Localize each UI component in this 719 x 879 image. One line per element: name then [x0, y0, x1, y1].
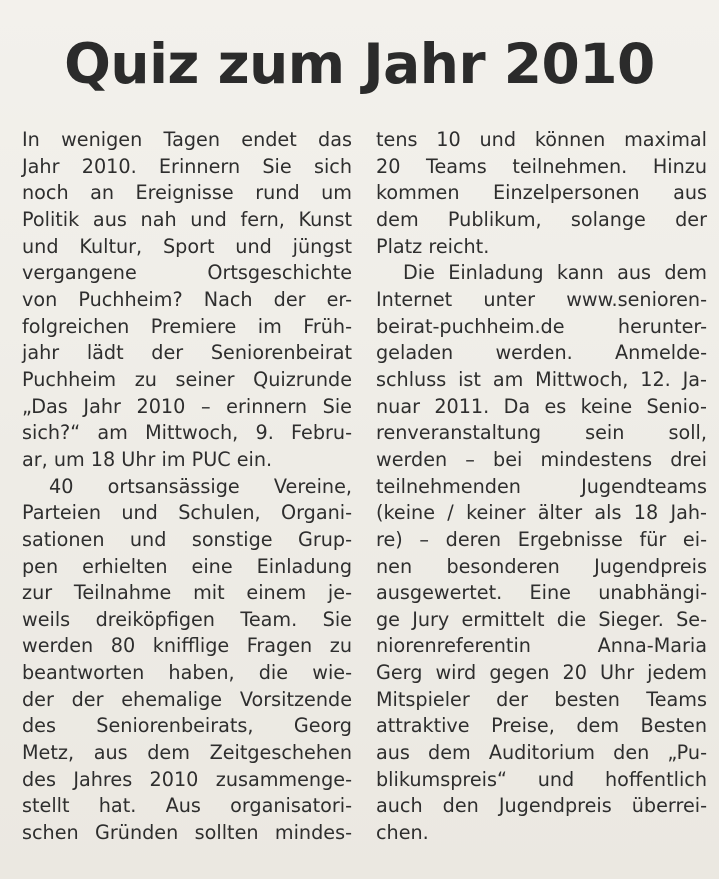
text-line: geladen werden. Anmelde- [376, 341, 707, 365]
text-line: Politik aus nah und fern, Kunst [22, 207, 352, 231]
headline: Quiz zum Jahr 2010 [64, 32, 655, 96]
text-line: „Das Jahr 2010 – erinnern Sie [22, 394, 352, 418]
text-line: In wenigen Tagen endet das [22, 128, 352, 151]
text-line: noch an Ereignisse rund um [22, 181, 352, 205]
text-line: tens 10 und können maximal [376, 128, 707, 151]
text-line: renveranstaltung sein soll, [376, 421, 707, 445]
text-line: sationen und sonstige Grup- [22, 527, 352, 551]
text-line: Metz, aus dem Zeitgeschehen [22, 741, 352, 765]
text-line: Internet unter www.senioren- [376, 287, 707, 311]
text-line: dem Publikum, solange der [376, 207, 707, 231]
paragraph-end-line: Platz reicht. [376, 234, 490, 258]
paragraph-first-line: Die Einladung kann aus dem [403, 261, 707, 285]
text-line: werden 80 knifflige Fragen zu [22, 634, 352, 658]
text-line: werden – bei mindestens drei [376, 447, 707, 471]
paragraph-first-line: 40 ortsansässige Vereine, [49, 474, 352, 498]
article-column-left [22, 127, 352, 847]
paragraph-end-line: ar, um 18 Uhr im PUC ein. [22, 447, 273, 471]
text-line: der der ehemalige Vorsitzende [22, 687, 352, 711]
text-line: pen erhielten eine Einladung [22, 554, 352, 578]
text-line: sich?“ am Mittwoch, 9. Febru- [22, 421, 352, 445]
text-line: weils dreiköpfigen Team. Sie [22, 607, 352, 631]
text-line: blikumspreis“ und hoffentlich [376, 767, 707, 791]
text-line: Mitspieler der besten Teams [376, 687, 707, 711]
text-line: nen besonderen Jugendpreis [376, 554, 707, 578]
text-line: folgreichen Premiere im Früh- [22, 314, 352, 338]
text-line: von Puchheim? Nach der er- [22, 287, 352, 311]
text-line: beirat-puchheim.de herunter- [376, 314, 707, 338]
text-line: jahr lädt der Seniorenbeirat [22, 341, 352, 365]
text-line: vergangene Ortsgeschichte [22, 261, 352, 285]
text-line: Puchheim zu seiner Quizrunde [22, 367, 352, 391]
text-line: Gerg wird gegen 20 Uhr jedem [376, 661, 707, 685]
text-line: kommen Einzelpersonen aus [376, 181, 707, 205]
text-line: 20 Teams teilnehmen. Hinzu [376, 154, 707, 178]
text-line: auch den Jugendpreis überrei- [376, 794, 707, 818]
text-line: ausgewertet. Eine unabhängi- [376, 581, 707, 605]
text-line: schen Gründen sollten mindes- [22, 821, 352, 845]
text-line: nuar 2011. Da es keine Senio- [376, 394, 707, 418]
text-line: (keine / keiner älter als 18 Jah- [376, 501, 707, 525]
text-line: attraktive Preise, dem Besten [376, 714, 707, 738]
text-line: und Kultur, Sport und jüngst [22, 234, 352, 258]
text-line: schluss ist am Mittwoch, 12. Ja- [376, 367, 707, 391]
text-line: des Seniorenbeirats, Georg [22, 714, 352, 738]
text-line: aus dem Auditorium den „Pu- [376, 741, 707, 765]
text-line: des Jahres 2010 zusammenge- [22, 767, 352, 791]
text-line: zur Teilnahme mit einem je- [22, 581, 352, 605]
text-line: beantworten haben, die wie- [22, 661, 352, 685]
text-line: Parteien und Schulen, Organi- [22, 501, 352, 525]
article-column-right [376, 127, 707, 847]
text-line: teilnehmenden Jugendteams [376, 474, 707, 498]
text-line: ge Jury ermittelt die Sieger. Se- [376, 607, 707, 631]
text-line: re) – deren Ergebnisse für ei- [376, 527, 707, 551]
text-line: Jahr 2010. Erinnern Sie sich [22, 154, 352, 178]
paragraph-end-line: chen. [376, 821, 429, 845]
text-line: stellt hat. Aus organisatori- [22, 794, 352, 818]
text-line: niorenreferentin Anna-Maria [376, 634, 707, 658]
